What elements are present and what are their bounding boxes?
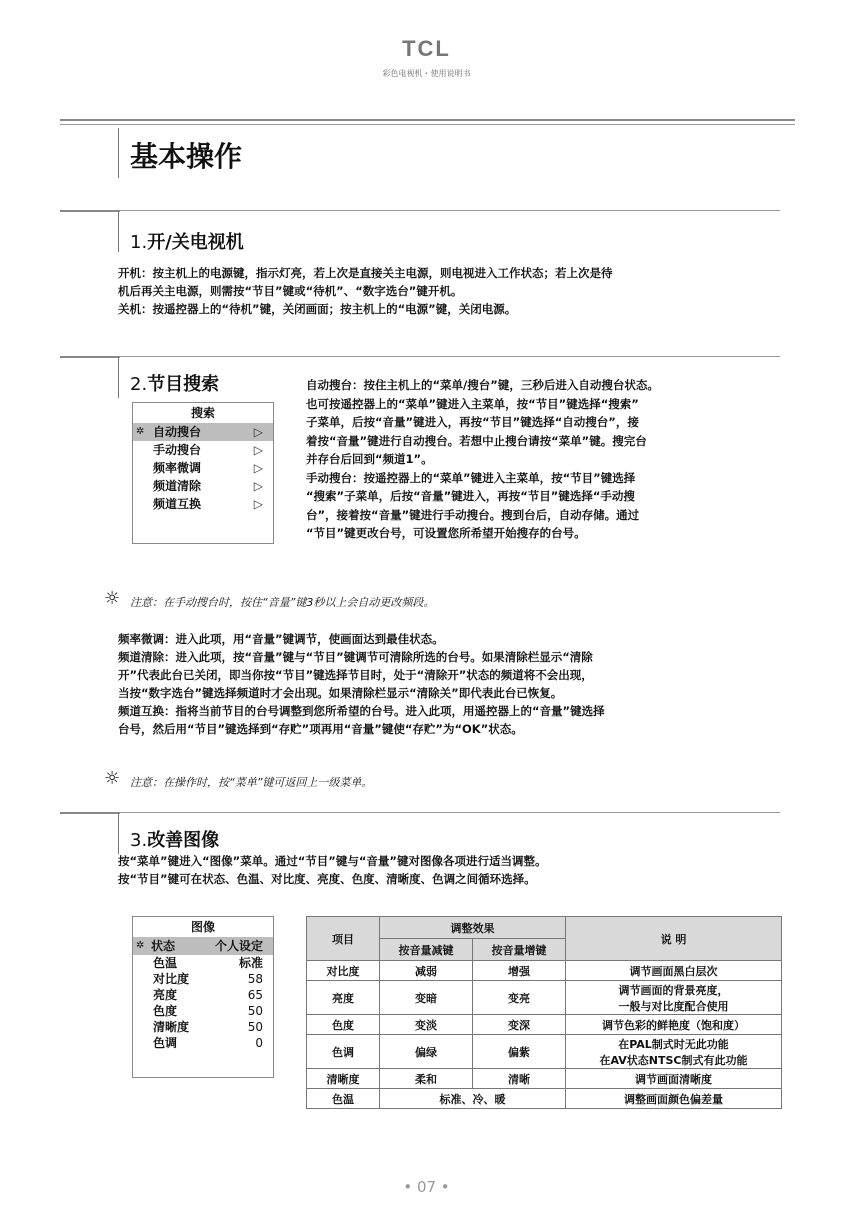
text-line: “搜索”子菜单，后按“音量”键进入，再按“节目”键选择“手动搜 (306, 489, 635, 503)
section1-bar (118, 212, 119, 252)
search-menu (132, 402, 274, 544)
menu-item-brightness[interactable]: 亮度 65 (153, 988, 263, 1002)
menu-item-tint[interactable]: 色调 0 (153, 1036, 263, 1050)
table-cell: 调节画面清晰度 (566, 1069, 782, 1089)
section1-body (118, 264, 798, 318)
table-row (307, 981, 782, 1015)
menu-item-channel-clear[interactable]: 频道清除 ▷ (153, 479, 263, 493)
section2-rule-left (60, 356, 120, 358)
text-line: 着按“音量”键进行自动搜台。若想中止搜台请按“菜单”键。搜完台 (306, 433, 647, 448)
table-header: 按音量减键 (380, 939, 473, 961)
sun-icon: ☼ (104, 768, 121, 789)
table-cell: 对比度 (307, 961, 380, 981)
star-icon: ✲ (136, 426, 145, 437)
page-number: • 07 • (403, 1178, 450, 1196)
arrow-right-icon: ▷ (253, 479, 263, 493)
table-cell: 色度 (307, 1015, 380, 1035)
table-cell: 偏紫 (473, 1035, 566, 1069)
table-cell: 柔和 (380, 1069, 473, 1089)
menu-item-contrast[interactable]: 对比度 58 (153, 972, 263, 986)
table-header: 按音量增键 (473, 939, 566, 961)
table-cell: 调节色彩的鲜艳度（饱和度） (566, 1015, 782, 1035)
sun-icon: ☼ (104, 588, 121, 609)
section1-line: 开机：按主机上的电源键，指示灯亮，若上次是直接关主电源，则电视进入工作状态；若上次是待 (118, 266, 613, 280)
section2-right-text (306, 376, 796, 543)
table-cell: 清晰度 (307, 1069, 380, 1089)
menu-item-sharpness[interactable]: 清晰度 50 (153, 1020, 263, 1034)
section3-rule (120, 812, 780, 813)
table-header: 说 明 (566, 917, 782, 961)
table-row (307, 1015, 782, 1035)
table-cell: 增强 (473, 961, 566, 981)
arrow-right-icon: ▷ (253, 425, 263, 439)
text-line: 自动搜台：按住主机上的“菜单/搜台”键，三秒后进入自动搜台状态。 (306, 378, 659, 392)
menu-value: 个人设定 (214, 939, 263, 953)
table-cell: 变亮 (473, 981, 566, 1015)
section3-body (118, 852, 798, 888)
table-cell: 在PAL制式时无此功能 在AV状态NTSC制式有此功能 (566, 1035, 782, 1069)
table-cell: 变深 (473, 1015, 566, 1035)
table-cell: 偏绿 (380, 1035, 473, 1069)
page-title: 基本操作 (130, 140, 243, 173)
menu-item-color[interactable]: 色度 50 (153, 1004, 263, 1018)
arrow-right-icon: ▷ (253, 461, 263, 475)
table-cell: 调整画面颜色偏差量 (566, 1089, 782, 1109)
section1-heading: 1.开/关电视机 (130, 232, 244, 253)
menu-item-fine-tune[interactable]: 频率微调 ▷ (153, 461, 263, 475)
table-row (307, 1069, 782, 1089)
table-row (307, 1035, 782, 1069)
section1-rule (120, 210, 780, 211)
table-cell: 减弱 (380, 961, 473, 981)
header-subtitle: 彩色电视机・使用说明书 (382, 69, 471, 78)
table-cell: 调节画面黑白层次 (566, 961, 782, 981)
arrow-right-icon: ▷ (253, 497, 263, 511)
text-line: 当按“数字选台”键选择频道时才会出现。如果清除栏显示“清除关”即代表此台已恢复。 (118, 686, 563, 700)
adjust-table (306, 916, 782, 1109)
text-line: 手动搜台：按遥控器上的“菜单”键进入主菜单，按“节目”键选择 (306, 470, 636, 485)
note-1: 注意：在手动搜台时，按住“音量”键3秒以上会自动更改频段。 (130, 596, 435, 609)
text-line: 开”代表此台已关闭，即当你按“节目”键选择节目时，处于“清除开”状态的频道将不会出现， (118, 668, 593, 682)
picture-menu-title: 图像 (190, 920, 215, 934)
section3-heading: 3.改善图像 (130, 830, 220, 851)
menu-item-color-temp[interactable]: 色温 标准 (153, 956, 263, 970)
section2-rule (120, 356, 780, 357)
picture-menu (132, 916, 274, 1078)
table-cell: 色温 (307, 1089, 380, 1109)
section2-bar (118, 358, 119, 398)
section1-rule-left (60, 210, 120, 212)
table-row (307, 961, 782, 981)
arrow-right-icon: ▷ (253, 443, 263, 457)
star-icon: ✲ (136, 940, 145, 951)
table-header: 项目 (307, 917, 380, 961)
text-line: 频率微调：进入此项，用“音量”键调节，使画面达到最佳状态。 (118, 632, 444, 646)
title-rule (60, 119, 795, 121)
search-menu-title: 搜索 (190, 406, 215, 420)
menu-value: 0 (255, 1036, 263, 1050)
text-line: 频道清除：进入此项，按“音量”键与“节目”键调节可清除所选的台号。如果清除栏显示“清除 (118, 650, 593, 664)
section2-body (118, 630, 798, 738)
table-cell: 变淡 (380, 1015, 473, 1035)
text-line: “节目”键更改台号，可设置您所希望开始搜存的台号。 (306, 526, 586, 540)
menu-value: 标准 (238, 956, 263, 970)
title-rule-2 (60, 124, 795, 125)
title-bar (118, 128, 119, 178)
table-cell: 亮度 (307, 981, 380, 1015)
menu-item-mode[interactable]: ✲ 状态 个人设定 (133, 937, 273, 955)
table-header: 调整效果 (380, 917, 566, 939)
table-cell: 变暗 (380, 981, 473, 1015)
menu-value: 50 (247, 1020, 263, 1034)
menu-item-auto-search[interactable]: ✲ 自动搜台 ▷ (133, 423, 273, 441)
text-line: 也可按遥控器上的“菜单”键进入主菜单，按“节目”键选择“搜索” (306, 396, 639, 411)
text-line: 按“菜单”键进入“图像”菜单。通过“节目”键与“音量”键对图像各项进行适当调整。 (118, 854, 547, 868)
table-row (307, 1089, 782, 1109)
section1-line: 关机：按遥控器上的“待机”键，关闭画面；按主机上的“电源”键，关闭电源。 (118, 302, 517, 316)
text-line: 频道互换：指将当前节目的台号调整到您所希望的台号。进入此项，用遥控器上的“音量”键选择 (118, 704, 605, 718)
table-cell: 色调 (307, 1035, 380, 1069)
menu-value: 65 (247, 988, 263, 1002)
table-cell: 标准、冷、暖 (380, 1089, 566, 1109)
text-line: 按“节目”键可在状态、色温、对比度、亮度、色度、清晰度、色调之间循环选择。 (118, 872, 536, 886)
menu-value: 50 (247, 1004, 263, 1018)
brand-logo: TCL (402, 36, 451, 61)
text-line: 台号，然后用“节目”键选择到“存贮”项再用“音量”键使“存贮”为“OK”状态。 (118, 722, 523, 736)
note-2: 注意：在操作时，按“菜单”键可返回上一级菜单。 (130, 776, 373, 789)
section1-line: 机后再关主电源，则需按“节目”键或“待机”、“数字选台”键开机。 (118, 284, 463, 298)
table-cell: 清晰 (473, 1069, 566, 1089)
table-cell: 调节画面的背景亮度， 一般与对比度配合使用 (566, 981, 782, 1015)
section3-rule-left (60, 812, 120, 814)
section2-heading: 2.节目搜索 (130, 374, 220, 395)
text-line: 并存台后回到“频道1”。 (306, 452, 433, 466)
menu-value: 58 (247, 972, 263, 986)
menu-item-manual-search[interactable]: 手动搜台 ▷ (153, 443, 263, 457)
text-line: 子菜单，后按“音量”键进入，再按“节目”键选择“自动搜台”，接 (306, 415, 639, 429)
section3-bar (118, 814, 119, 854)
text-line: 台”，接着按“音量”键进行手动搜台。搜到台后，自动存储。通过 (306, 507, 640, 522)
menu-item-channel-swap[interactable]: 频道互换 ▷ (153, 497, 263, 511)
